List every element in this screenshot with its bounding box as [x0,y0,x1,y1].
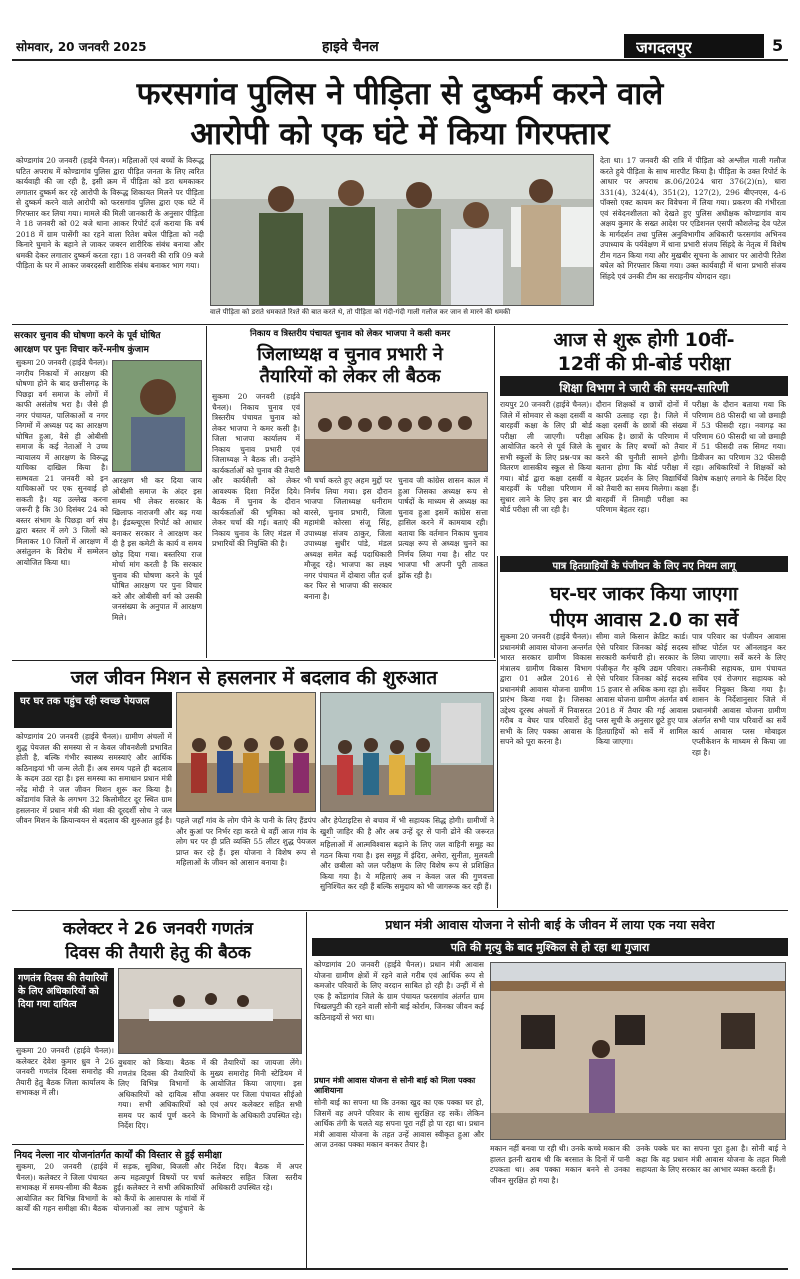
collector-headline-1: कलेक्टर ने 26 जनवरी गणतंत्र [63,919,253,939]
lead-photo-caption: वाले पीड़िता को डराते धमकाते रिश्ते की बात करते थे, तो पीड़िता को गंदी-गंदी गाली गलौज कर जान से मारने की धमकी [210,308,511,316]
soni-text-4: उनके पक्के घर का सपना पूरा हुआ है। सोनी बाई ने कहा कि वह प्रधान मंत्री आवास योजना के तहत मिली सहायता के लिए सरकार का आभार व्यक्त करती हैं। [636,1144,786,1174]
soni-text-1: कोण्डागांव 20 जनवरी (हाईवे चैनल)। प्रधान मंत्री आवास योजना ग्रामीण क्षेत्रों में रहने वाले गरीब एवं आर्थिक रूप से कमजोर परिवारों के लिए वरदान साबित हो रही है। उन्हीं में से एक है कोंडागांव जिले के ग्राम पंचायत फरसगांव अंतर्गत ग्राम चिखलपुटी की रहने वाली सोनी बाई कोर्राम, जिनका जीवन कई कठिनाइयों से भरा था। [314,960,484,1022]
district-kicker: निकाय व त्रिस्तरीय पंचायत चुनाव को लेकर भाजपा ने कसी कमर [249,329,451,339]
rule-col-c [497,556,498,908]
jal-text-2: पहले जहाँ गांव के लोग पीने के पानी के लिए हैंडपंप और कुआं पर निर्भर रहा करते थे वहीं आज गांव के लोग घर पर ही प्रति व्यक्ति 55 लीटर शुद्ध पेयजल प्राप्त कर रहे हैं। इस योजना ने विशेष रूप से महिलाओं के जीवन को आसान बनाया है। [176,816,316,867]
district-text-3: चुनाव जी कांग्रेस शासन काल में हुआ जिसका अध्यक्ष रूप से पार्षदों के माध्यम से अध्यक्ष का चुनाव हुआ इसमें कांग्रेस सत्ता हासिल करने में कामयाब रही। बताया कि वर्तमान निकाय चुनाव प्रत्यक्ष रूप से अध्यक्ष चुनने का निर्णय लिया गया है। सीट पर भाजपा भी अपनी पूरी ताकत झोंक रही है। [398,476,488,580]
soni-headline: प्रधान मंत्री आवास योजना ने सोनी बाई के जीवन में लाया एक नया सवेरा [385,917,715,932]
jal-headline: जल जीवन मिशन से हसलनार में बदलाव की शुरुआत [70,667,438,689]
district-photo [304,392,488,472]
rule-mid [12,660,496,661]
collector-text-1: सुकमा 20 जनवरी (हाईवे चैनल)। कलेक्टर देवेश कुमार ध्रुव ने 26 जनवरी गणतंत्र दिवस समारोह की तैयारी हेतु बैठक जिला कार्यालय के सभाकक्ष में ली। [16,1046,114,1097]
pm-awas-text-3: पात्र परिवार का पंजीयन आवास सॉफ्ट पोर्टल पर ऑनलाइन कर लिया जाएगा। सर्वे करने के लिए तकनीकी सहायक, ग्राम पंचायत सचिव एवं रोजगार सहायक को सर्वेयर नियुक्त किया गया है। शासन के निर्देशानुसार जिले में प्रधानमंत्री आवास योजना ग्रामीण अंतर्गत सभी पात्र परिवारों का सर्वे कार्य आवास प्लस मोबाइल एप्लीकेशन के माध्यम से किया जा रहा है। [692,632,786,757]
pm-awas-headline-1: घर-घर जाकर किया जाएगा [550,583,738,605]
election-headline: सरकार चुनाव की घोषणा करने के पूर्व घोषित [14,331,161,341]
lead-left-text: कोण्डागांव 20 जनवरी (हाईवे चैनल)। महिलाओं एवं बच्चों के विरूद्ध घटित अपराध में कोण्डागांव पुलिस द्वारा पीड़ित जनता के लिए त्वरित कार्यवाही की जा रही है, इसी क्रम में पीड़िता को डरा धमकाकर लगातार दुष्कर्म कर रहे आरोपी के विरूद्ध शिकायत मिलने पर पीड़िता से दुष्कर्म करने वाले आरोपी को फरसगांव पुलिस द्वारा एक घंटे में गिरफ्तार कर लिया गया। मामले की मिली जानकारी के अनुसार पीड़िता ने 18 जनवरी को 02 बजे थाना आकर रिपोर्ट दर्ज कराया कि वर्ष 2018 में ग्राम पासेंगी का रहने वाला रितेश बघेल पीड़िता को नदी किनारे घुमाने के बहाने ले जाकर जबरन शारीरिक संबंध बनाया और धमकी देकर लगातार दुष्कर्म करता रहा। 18 जनवरी की रात्रि 09 बजे पीड़िता के घर में आकर जबरदस्ती शारीरिक संबंध बनाकर भाग गया। [16,156,204,270]
collector-text-2: बुधवार को किया। बैठक में गणतंत्र दिवस की तैयारियों के लिए विभिन्न विभागों के अधिकारियों को दायित्व सौंपा गया। सभी अधिकारियों को समय पर कार्य पूर्ण करने के निर्देश दिए। [118,1058,206,1130]
jal-text-3: और हेपेटाइटिस से बचाव में भी सहायक सिद्ध होगी। ग्रामीणों ने खुशी जाहिर की है और अब उन्हें दूर से पानी ढोने की जरूरत [320,816,494,836]
collector-headline-2: दिवस की तैयारी हेतु की बैठक [65,943,251,963]
lead-headline-2: आरोपी को एक घंटे में किया गिरफ्तार [190,116,610,152]
election-text-2: आरक्षण भी कर दिया जाय ओबीसी समाज के अंदर इस समय भी लेकर सरकार के खिलाफ नाराजगी और बढ़ गया है। ईडब्ल्यूएस रिपोर्ट को आधार बनाकर सरकार ने आरक्षण कर दी है इस कमेटी के कार्य व समय छोड़ दिया गया। बस्तरिया राज मोर्चा मांग करती है कि सरकार चुनाव की घोषणा करने के पूर्व घोषित आरक्षण पर पुनः विचार करे और ओबीसी वर्ग को उसकी जनसंख्या के अनुपात में आरक्षण मिले। [112,476,202,622]
niyad-text: सुकमा, 20 जनवरी (हाईवे चैनल)। कलेक्टर ने जिला पंचायत सभाकक्ष में समय-सीमा की बैठक आयोजित कर विभिन्न विभागों के कार्यों की गहन समीक्षा की। बैठक में सड़क, सुविधा, बिजली और अन्य महत्वपूर्ण विषयों पर चर्चा हुई। कलेक्टर ने सभी अधिकारियों को कैंपों के आसपास के गांवों में योजनाओं का लाभ पहुंचाने के निर्देश दिए। बैठक में अपर कलेक्टर सहित जिला स्तरीय अधिकारी उपस्थित रहे। [16,1162,302,1213]
collector-text-3: की तैयारियों का जायजा लेंगे। मुख्य समारोह मिनी स्टेडियम में आयोजित किया जाएगा। इस अवसर पर जिला पंचायत सीईओ एवं अपर कलेक्टर सहित सभी विभागों के अधिकारी उपस्थित रहे। [210,1058,302,1120]
paper-name: हाइवे चैनल [322,39,379,55]
niyad-headline: नियद नेल्ला नार योजनांतर्गत कार्यों की विस्तार से हुई समीक्षा [14,1150,222,1161]
jal-text-1: कोण्डागांव 20 जनवरी (हाईवे चैनल)। ग्रामीण अंचलों में शुद्ध पेयजल की समस्या से न केवल जीवनशैली प्रभावित होती है, बल्कि गंभीर स्वास्थ्य समस्याएं और आर्थिक कठिनाइयां भी जन्म लेती हैं। अब समय पहले ही बदलाव के कदम उठा रहा है। इस समस्या का समाधान प्रधान मंत्री नरेंद्र मोदी ने जल जीवन मिशन शुरू कर किया है। कोंडागांव जिले के लगभग 32 किलोमीटर दूर स्थित ग्राम हसलनार में प्रधान मंत्री की मंशा की दूरदर्शी सोच ने जल जीवन मिशन के क्रियान्वयन से बदलाव की शुरुआत हुई है। [16,732,172,825]
rule-col-b [494,326,495,658]
exam-text-2: दौरान शिक्षकों व छात्रों दोनों में काफी उत्साह रहा है। जिले में कक्षा दसवीं के छात्रों की संख्या अधिक है। छात्रों के परिणाम में सुधार के लिए बच्चों को तैयार करने की चुनौती सामने होगी। बताना होगा कि बोर्ड परीक्षा में बेहतर प्रदर्शन के लिए विद्यार्थियों को तैयारी का समय मिलेगा। कक्षा बारहवीं में तिमाही परीक्षा का परिणाम बेहतर रहा। [596,400,688,514]
election-portrait [112,360,202,472]
jal-photo-2 [320,692,494,812]
rule-col-a [206,326,207,658]
pm-awas-text-1: सुकमा 20 जनवरी (हाईवे चैनल)। प्रधानमंत्री आवास योजना अन्तर्गत भारत सरकार ग्रामीण विकास मंत्रालय ग्रामीण विकास विभाग द्वारा 01 अप्रैल 2016 से प्रधानमंत्री आवास योजना ग्रामीण प्रारंभ किया गया है। जिसका उद्देश्य दूरस्थ अंचलों में निवासरत गरीब व बेघर पात्र परिवारों हेतु सभी के लिए पक्का आवास के सपने को पूरा करना है। [500,632,592,746]
issue-date: सोमवार, 20 जनवरी 2025 [16,40,147,54]
rule-below-jal [12,910,788,911]
exam-subhead: शिक्षा विभाग ने जारी की समय-सारिणी [559,381,729,395]
police-group-photo [211,155,594,306]
house-photo [491,963,786,1140]
lead-headline-1: फरसगांव पुलिस ने पीड़िता से दुष्कर्म करने वाले [136,76,664,112]
election-subhead: आरक्षण पर पुनः विचार करें-मनीष कुंजाम [14,345,149,355]
jal-photo-1 [176,692,316,812]
portrait-photo [113,361,202,472]
rule-below-lead [12,324,788,325]
masthead [12,34,788,58]
exam-headline-1: आज से शुरू होगी 10वीं- [553,329,735,351]
district-text-2: भी चर्चा करते हुए अहम मुद्दों पर निर्णय लिया गया। इस दौरान भाजपा जिलाध्यक्ष धनीराम बारसे, चुनाव प्रभारी, जिला महामंत्री कोरसा संजू सिंह, उपाध्यक्ष संजय ठाकुर, जिला उपाध्यक्ष सुधीर पांडे, मंडल अध्यक्ष समेत कई पदाधिकारी मौजूद रहे। भाजपा का लक्ष्य नगर पंचायत में दोबारा जीत दर्ज कर फिर से भाजपा की सरकार बनाना है। [304,476,392,601]
pm-awas-headline-2: पीएम आवास 2.0 का सर्वे [549,609,739,631]
page-number: 5 [772,36,784,55]
exam-text-3: परीक्षा के दौरान बताया गया कि परिणाम 88 फीसदी था जो छमाही में 53 फीसदी रहा। नवागढ़ का परिणाम 60 फीसदी था जो छमाही में 51 फीसदी तक सिमट गया। डिवीजन का परिणाम 32 फीसदी रहा। अधिकारियों ने शिक्षकों को विशेष कक्षाएं लगाने के निर्देश दिए हैं। [692,400,786,493]
collector-photo [118,968,302,1054]
masthead-rule [12,59,788,61]
meeting-hall-photo [119,969,302,1054]
water-tank-group-photo [321,693,494,812]
pm-awas-band: पात्र हितग्राहियों के पंजीयन के लिए नए नियम लागू [552,561,736,572]
jal-kicker: घर घर तक पहुंच रही स्वच्छ पेयजल [20,696,150,707]
jal-text-4: महिलाओं में आत्मविश्वास बढ़ाने के लिए जल वाहिनी समूह का गठन किया गया है। इस समूह में इंदिरा, अमेरा, सुनीता, मुलवती और छबीला को जल परीक्षण के लिए विशेष रूप से प्रशिक्षित किया गया है। ये महिलाएं अब न केवल जल की गुणवत्ता सुनिश्चित कर रही हैं बल्कि समुदाय को भी जागरूक कर रही हैं। [320,840,494,891]
lead-right-text: देता था। 17 जनवरी की रात्रि में पीड़िता को अश्लील गाली गलौज करते हुये पीड़िता के साथ मारपीट किया है। पीड़िता के उक्त रिपोर्ट के आधार पर अपराध क्र.06/2024 धारा 376(2)(n), धारा 331(4), 324(4), 351(2), 127(2), 296 बीएनएस, 4-6 पॉक्सो एक्ट कायम कर विवेचना में लिया गया। प्रकरण की गंभीरता एवं संवेदनशीलता को देखते हुए पुलिस अधीक्षक कोण्डागांव वाय अक्षय कुमार के सख्त आदेश पर एडिशनल एसपी कौशलेन्द्र देव पटेल के मार्गदर्शन तथा पुलिस अनुविभागीय अधिकारी फरसगांव अभिनव उपाध्याय के पर्यवेक्षण में थाना प्रभारी संजय सिंहदे के नेतृत्व में विशेष टीम गठन किया गया और मुखबीर सूचना के आधार पर आरोपी रितेश बघेल को गिरफ्तार किया गया। उक्त कार्यवाही में थाना प्रभारी संजय सिंहदे एवं उनकी टीम का सराहनीय योगदान रहा। [600,156,786,281]
soni-subhead: पति की मृत्यु के बाद मुश्किल से हो रहा था गुजारा [450,941,650,954]
exam-text-1: रायपुर 20 जनवरी (हाईवे चैनल)। जिले में सोमवार से कक्षा दसवीं व बारहवीं कक्षा के लिए प्री बोर्ड परीक्षा ली जाएगी। परीक्षा आयोजित करने से पूर्व जिले के सभी स्कूलों के लिए प्रश्न-पत्र का वितरण शासकीय स्कूल से किया गया। बोर्ड द्वारा कक्षा दसवीं व बारहवीं के परीक्षा परिणाम में सुधार लाने के लिए इस बार प्री बोर्ड परीक्षा ली जा रही है। [500,400,592,514]
soni-photo [490,962,786,1140]
soni-text-3: मकान नहीं बनवा पा रही थी। उनके कच्चे मकान की हालत इतनी खराब थी कि बरसात के दिनों में पानी टपकता था। अब पक्का मकान बनने से उनका जीवन सुरक्षित हो गया है। [490,1144,630,1185]
lead-photo [210,154,594,306]
district-text-1: सुकमा 20 जनवरी (हाईवे चैनल)। निकाय चुनाव एवं त्रिस्तरीय पंचायत चुनाव को लेकर भाजपा ने कमर कसी है। जिला भाजपा कार्यालय में निकाय चुनाव प्रभारी एवं जिलाध्यक्ष ने बैठक ली। उन्होंने कार्यकर्ताओं को चुनाव की तैयारी और कार्यशैली को लेकर आवश्यक दिशा निर्देश दिये। बैठक में चुनाव के दौरान कार्यकर्ताओं की भूमिका को लेकर चर्चा की गई। बताएं की निकाय चुनाव के लिए मंडल में प्रभारियों की नियुक्ति की है। [212,392,300,548]
meeting-group-photo [305,393,488,472]
villagers-photo [177,693,316,812]
soni-subhead-2: प्रधान मंत्री आवास योजना से सोनी बाई को मिला पक्का आशियाना [314,1076,476,1095]
district-headline-2: तैयारियों को लेकर ली बैठक [259,366,441,387]
collector-kicker: गणतंत्र दिवस की तैयारियों के लिए अधिकारियों को दिया गया दायित्व [18,973,108,1010]
pm-awas-text-2: सीमा वाले किसान क्रेडिट कार्ड। ऐसे परिवार जिनका कोई सदस्य सरकारी कर्मचारी हो। सरकार के पंजीकृत गैर कृषि उद्यम परिवार। ऐसे परिवार जिनका कोई सदस्य 15 हजार से अधिक कमा रहा हो। आवास योजना ग्रामीण अंतर्गत वर्ष 2018 में तैयार की गई आवास प्लस सूची के अनुसार छूटे हुए पात्र हितग्राहियों को सर्वे में शामिल किया जाएगा। [596,632,688,746]
exam-headline-2: 12वीं की प्री-बोर्ड परीक्षा [557,353,731,375]
election-text-1: सुकमा 20 जनवरी (हाईवे चैनल)। नगरीय निकायों में आरक्षण की घोषणा होने के बाद छत्तीसगढ़ के पिछड़ा वर्ग समाज के लोगों में काफी असंतोष भरा है। जैसे ही नगर पंचायत, पालिकाओं व नगर निगमों में अध्यक्ष पद का आरक्षण घोषित हुआ, वैसे ही ओबीसी समाज के कई नेताओं ने उच्च न्यायालय में आरक्षण के विरूद्ध याचिका दाखिल किया है। सम्भवतः 21 जनवरी को इन याचिकाओं पर एक सुनवाई हो सकती है। यह उल्लेख करना जरूरी है कि 30 दिसंबर 24 को बस्तर संभाग के पिछड़ा वर्ग संघ द्वारा बस्तर में लगे 3 जिलों को मिलाकर 10 जिलों में आरक्षण में असंतुलन के विरोध में सम्मेलन आयोजित किया था। [16,358,108,567]
district-headline-1: जिलाध्यक्ष व चुनाव प्रभारी ने [257,344,443,365]
footer-rule [12,1268,788,1270]
soni-text-2: सोनी बाई का सपना था कि उनका खुद का एक पक्का घर हो, जिसमें वह अपने परिवार के साथ सुरक्षित रह सकें। लेकिन आर्थिक तंगी के चलते यह सपना पूरा नहीं हो पा रहा था। प्रधान मंत्री आवास योजना के तहत उन्हें आवास स्वीकृत हुआ और आज उनका पक्का मकान बनकर तैयार है। [314,1098,484,1149]
rule-niyad [12,1144,304,1145]
rule-col-d [306,912,307,1268]
city-label: जगदलपुर [636,38,692,57]
